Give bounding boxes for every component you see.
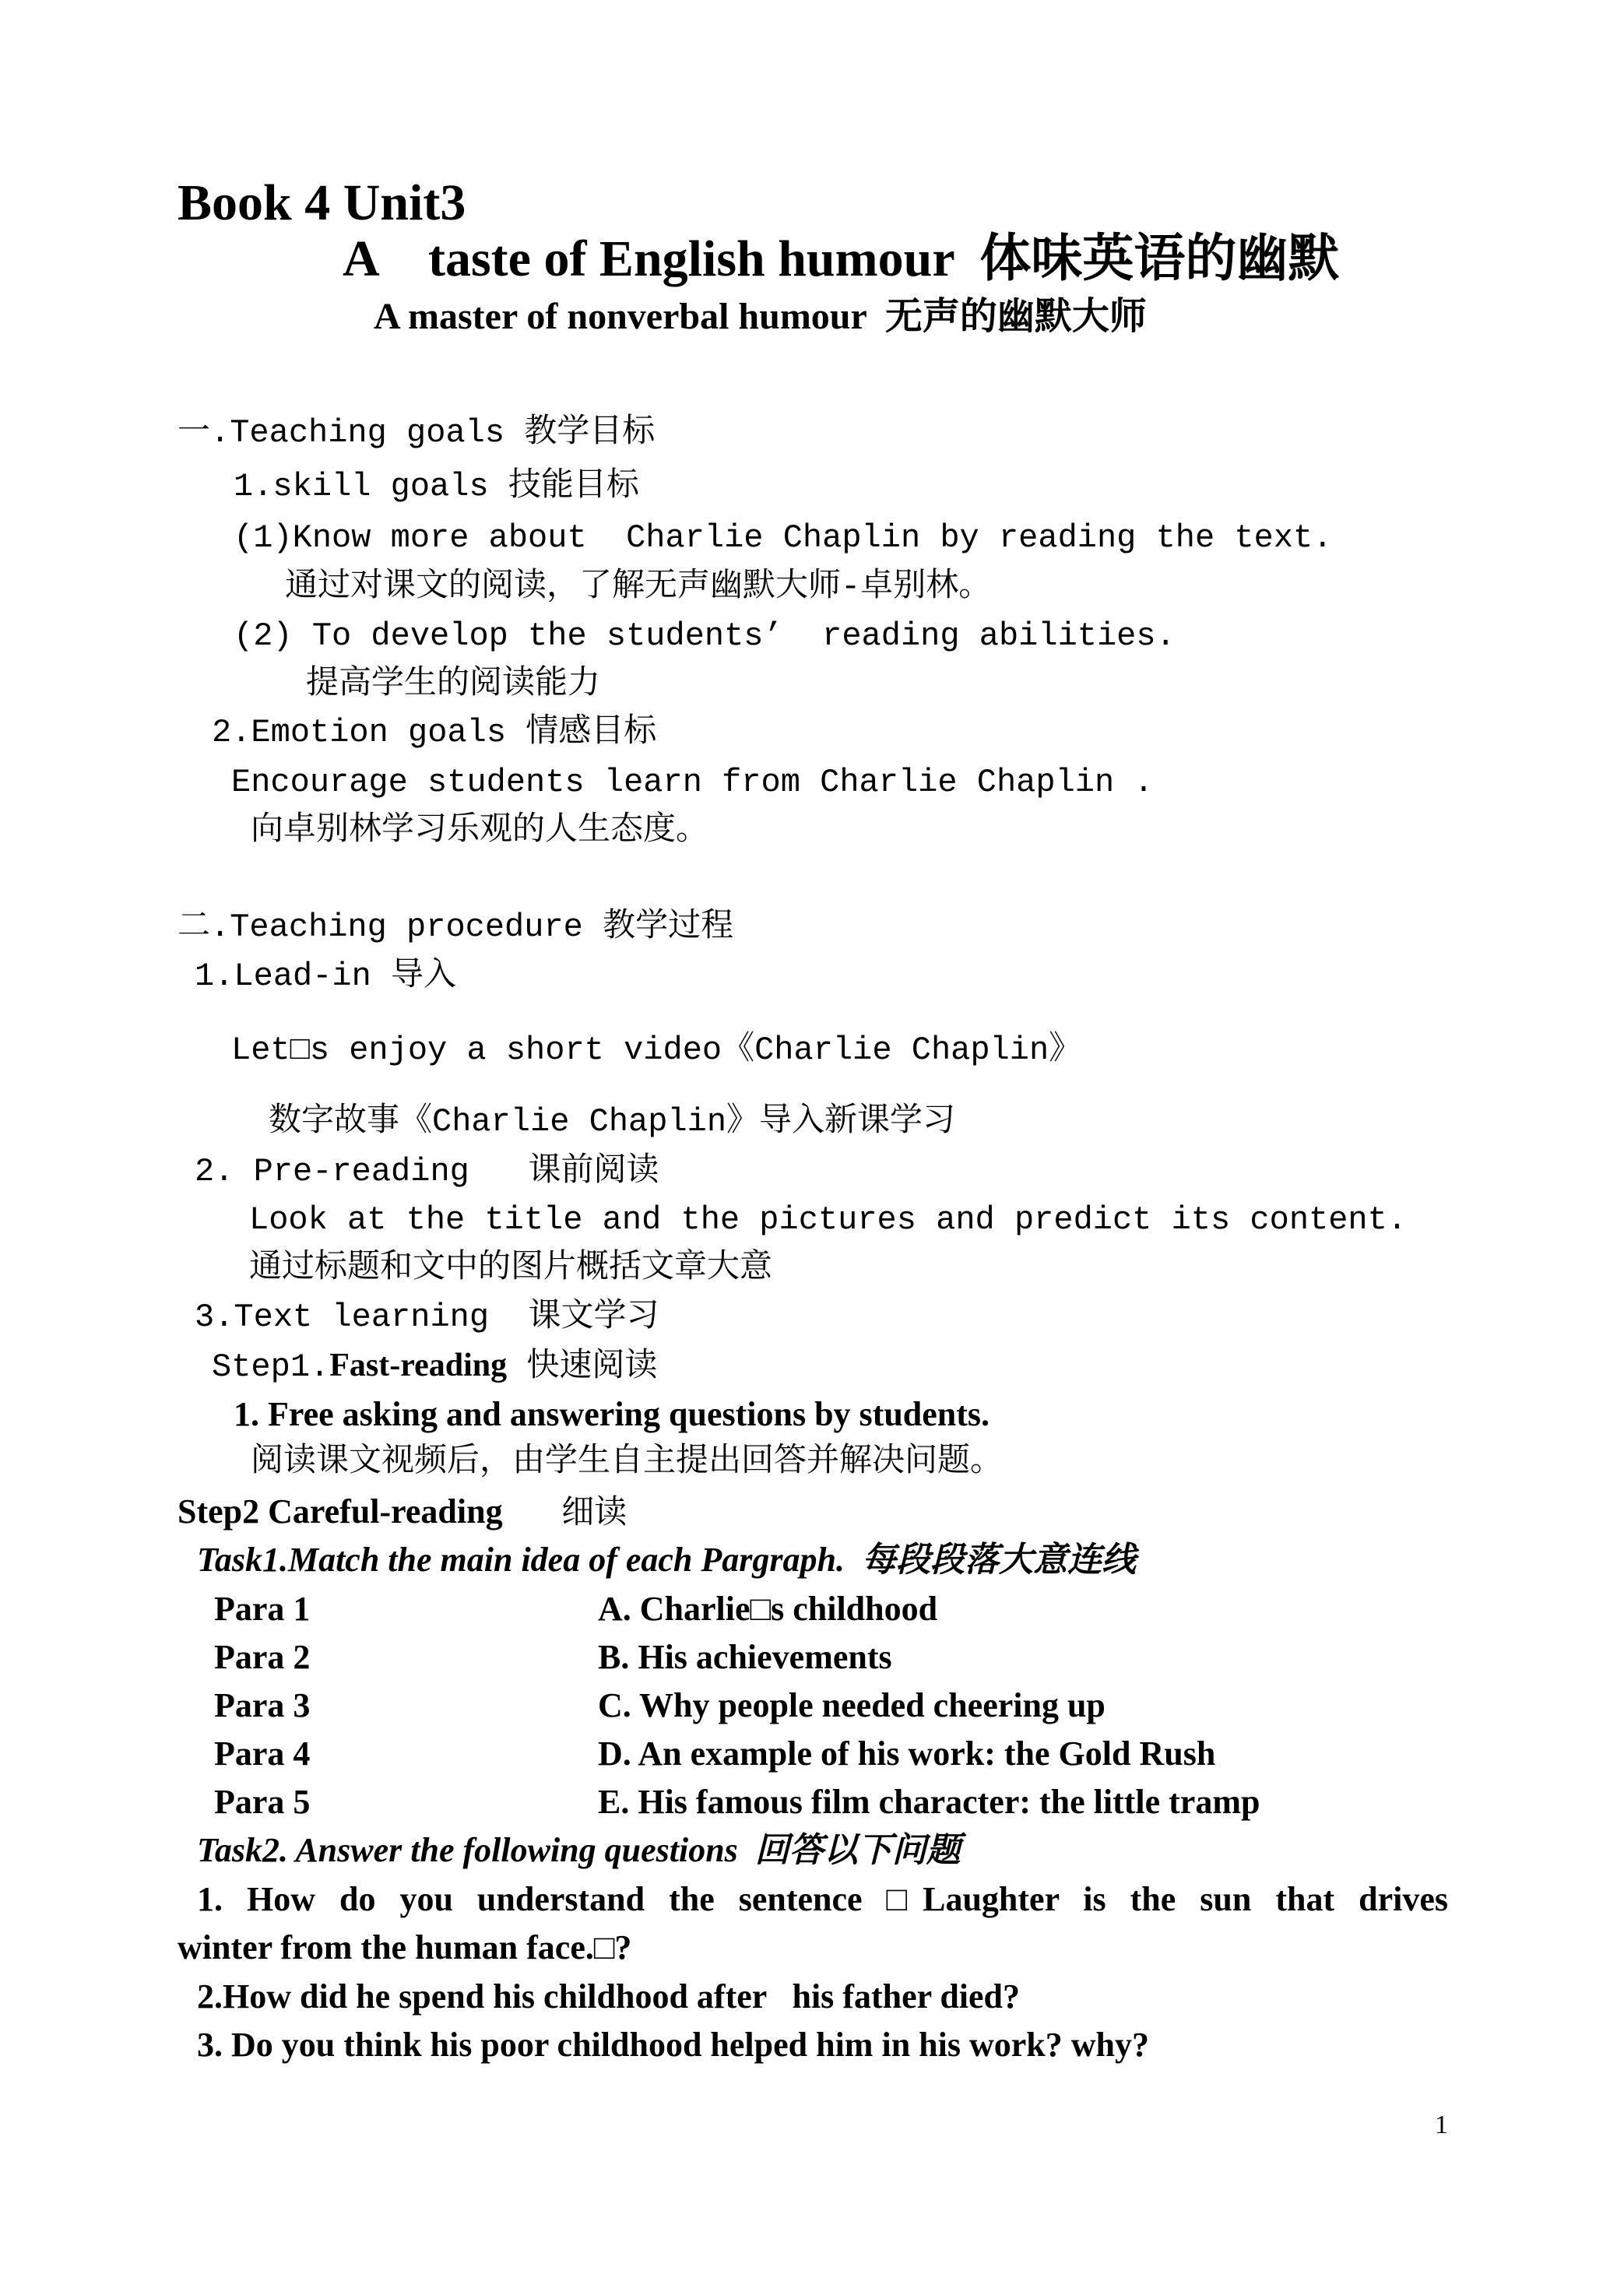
- unit-title: A taste of English humour 体味英语的幽默: [343, 230, 1340, 287]
- match-idea-a: A. Charlie□s childhood: [598, 1590, 938, 1628]
- question-1-line-2: winter from the human face.□?: [178, 1928, 632, 1966]
- leadin-heading: 1.Lead-in 导入: [195, 958, 457, 995]
- step1-line: [212, 1348, 658, 1386]
- match-idea-d: D. An example of his work: the Gold Rush: [598, 1734, 1216, 1773]
- prereading-chinese: 通过标题和文中的图片概括文章大意: [249, 1249, 773, 1287]
- step1-label: Fast-reading: [329, 1348, 508, 1383]
- match-para-2: Para 2: [214, 1638, 311, 1676]
- step2-chinese: 细读: [502, 1495, 627, 1533]
- question-2: 2.How did he spend his childhood after his father died?: [197, 1977, 1021, 2016]
- step2-label: Step2 Careful-reading: [178, 1492, 503, 1531]
- book-unit-heading: Book 4 Unit3: [178, 174, 466, 231]
- match-para-5: Para 5: [214, 1783, 311, 1821]
- section-teaching-goals-heading: 一.Teaching goals 教学目标: [178, 414, 656, 452]
- question-3: 3. Do you think his poor childhood helped him in his work? why?: [197, 2026, 1149, 2064]
- match-idea-e: E. His famous film character: the little tramp: [598, 1783, 1260, 1821]
- match-idea-b: B. His achievements: [598, 1638, 892, 1676]
- emotion-goals-heading: 2.Emotion goals 情感目标: [212, 714, 657, 751]
- match-para-4: Para 4: [214, 1734, 311, 1773]
- emotion-goal-chinese: 向卓别林学习乐观的人生态度。: [251, 812, 709, 849]
- skill-goal-1-chinese: 通过对课文的阅读，了解无声幽默大师-卓别林。: [285, 568, 992, 606]
- task2-heading: Task2. Answer the following questions 回答以下问题: [197, 1831, 961, 1869]
- match-para-3: Para 3: [214, 1686, 311, 1724]
- skill-goal-2-chinese: 提高学生的阅读能力: [306, 666, 601, 703]
- lesson-subtitle: A master of nonverbal humour 无声的幽默大师: [374, 296, 1147, 337]
- section-teaching-procedure-heading: 二.Teaching procedure 教学过程: [178, 909, 734, 946]
- question-1-line-1: 1. How do you understand the sentence □Laughter is the sun that drives: [197, 1880, 1448, 1918]
- task1-heading: Task1.Match the main idea of each Pargraph. 每段段落大意连线: [197, 1541, 1136, 1579]
- text-learning-heading: 3.Text learning 课文学习: [195, 1299, 659, 1336]
- skill-goal-2-english: (2) To develop the students’ reading abilities.: [234, 617, 1176, 655]
- prereading-english: Look at the title and the pictures and predict its content.: [249, 1201, 1408, 1239]
- prereading-heading: 2. Pre-reading 课前阅读: [195, 1153, 659, 1190]
- step1-prefix: Step1.: [212, 1348, 330, 1386]
- emotion-goal-english: Encourage students learn from Charlie Chaplin .: [231, 764, 1154, 801]
- step1-item-chinese: 阅读课文视频后，由学生自主提出回答并解决问题。: [251, 1443, 1004, 1481]
- step2-line: [178, 1492, 627, 1533]
- page-number: 1: [1435, 2110, 1448, 2139]
- step1-item: 1. Free asking and answering questions by students.: [234, 1395, 990, 1433]
- step1-chinese: 快速阅读: [507, 1348, 658, 1386]
- skill-goals-heading: 1.skill goals 技能目标: [234, 468, 639, 505]
- match-idea-c: C. Why people needed cheering up: [598, 1686, 1106, 1724]
- skill-goal-1-english: (1)Know more about Charlie Chaplin by reading the text.: [234, 519, 1333, 557]
- leadin-english: Let□s enjoy a short video《Charlie Chaplin》: [231, 1032, 1082, 1069]
- leadin-chinese: 数字故事《Charlie Chaplin》导入新课学习: [269, 1103, 956, 1140]
- match-para-1: Para 1: [214, 1590, 311, 1628]
